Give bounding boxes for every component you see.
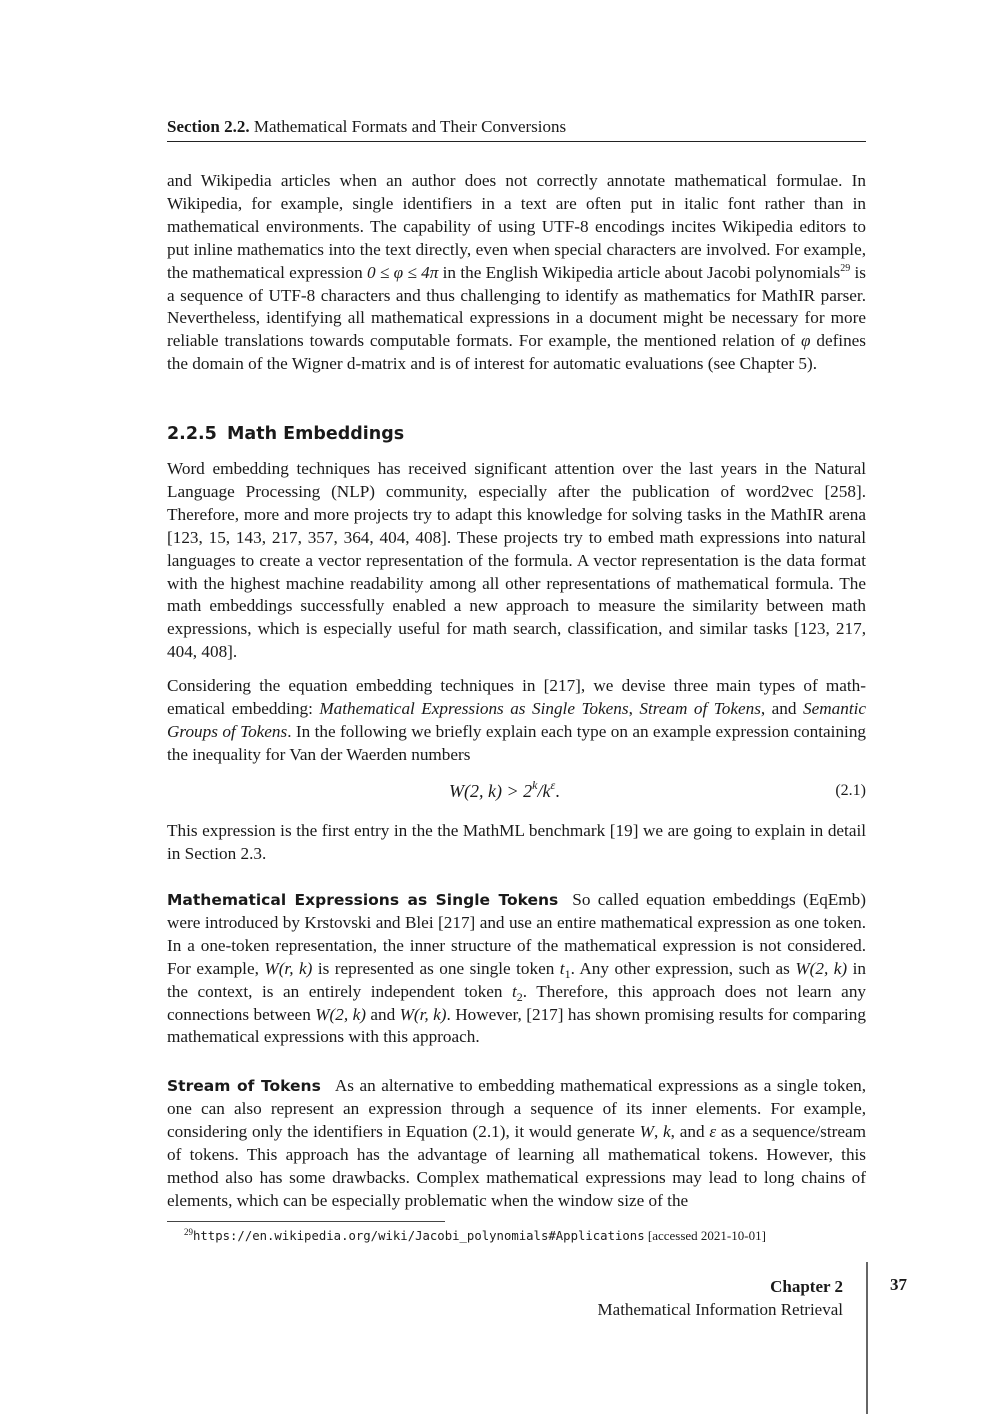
p2-text-4: . In the following we briefly explain each type on an example expression containing the inequality for Van der Waerden numbers (167, 721, 867, 764)
page-number: 37 (890, 1275, 907, 1294)
p2-emph-single-tokens: Mathematical Expressions as Single Tokens (319, 698, 629, 718)
paragraph-heading-single-tokens: Mathematical Expressions as Single Tokens (167, 891, 559, 909)
intro-text-1: and Wikipedia articles when an author does not correctly annotate mathematical formulae. In Wikipedia, for example, single identifiers in a text are often put in italic font rather than in mathematical environments. The capability of using UTF-8 encodings incites Wikipedia editors to put inline mathematics into the text directly, even when special characters are involved. For example, the mathematical expression (167, 171, 866, 282)
p5-math-w: W (639, 1121, 654, 1141)
footnote-rule (167, 1221, 445, 1222)
paragraph-embedding-types (167, 675, 866, 767)
intro-text-4: defines the domain of the Wigner d-matrix and is of interest for automatic evaluations (see Chapter 5). (167, 331, 866, 374)
p5-text-1: As an alternative to embedding mathematical expressions as a single token, one can also represent an expression through a sequence of its inner elements. For example, considering only the identifiers in Equation (2.1), it would generate (167, 1076, 866, 1141)
paragraph-word-embedding: Word embedding techniques has received significant attention over the last years in the Natural Language Processing (NLP) community, especially after the publication of word2vec [258]. Therefore, more and more projects try to adapt this knowledge for solving tasks in the MathIR arena [123, 15, 143, 217, 357, 364, 404, 408]. These projects try to embed math expressions into natural languages to create a vector representation of the formula. A vector representation is the data format with the highest machine readability among all other representations of mathematical formula. The math embeddings successfully enabled a new approach to measure the similarity between math expressions, which is especially useful for math search, classification, and similar tasks [123, 217, 404, 408]. (167, 459, 866, 662)
eq-end: . (555, 781, 560, 801)
p2-text-2: , (628, 698, 640, 718)
equation-body (449, 778, 560, 802)
paragraph-stream-of-tokens (167, 1075, 866, 1212)
p2-emph-stream: Stream of Tokens (639, 698, 761, 718)
p4-token-t1-base: t (559, 958, 565, 978)
p5-text-3: , and (670, 1121, 710, 1141)
section-heading (167, 422, 404, 446)
p4-text-7: . However, [217] has shown promising results for comparing mathematical expressions with this approach. (167, 1004, 866, 1047)
p4-token-t2-base: t (512, 981, 517, 1001)
footnote-number: 29 (184, 1227, 193, 1237)
p5-math-eps: ε (709, 1121, 717, 1141)
p4-text-6: and (365, 1004, 400, 1024)
p4-token-t1-sub: 1 (564, 966, 571, 981)
equation-2-1 (167, 778, 866, 807)
running-header (167, 116, 866, 142)
p4-token-t2 (512, 981, 523, 1004)
footnote-url[interactable]: https://en.wikipedia.org/wiki/Jacobi_polynomials#Applications (193, 1229, 645, 1243)
p4-text-5: . Therefore, this approach does not learn any connections between (167, 981, 867, 1024)
p4-math-wrk-2: W(r, k) (399, 1004, 447, 1024)
p4-token-t2-sub: 2 (516, 989, 523, 1004)
p2-text-3: , and (760, 698, 803, 718)
p5-text-2: , (653, 1121, 664, 1141)
footnote-29 (184, 1227, 766, 1245)
p4-math-w2k-2: W(2, k) (315, 1004, 366, 1024)
intro-math-phi-range: 0 ≤ φ ≤ 4π (366, 262, 439, 282)
section-number: 2.2.5 (167, 424, 217, 444)
p4-text-4: in the context, is an entirely independent token (167, 958, 866, 1001)
p5-math-k: k (663, 1121, 671, 1141)
eq-lhs: W(2, k) > 2 (449, 781, 533, 801)
intro-text-2: in the English Wikipedia article about Jacobi polynomials (438, 262, 841, 282)
footer-chapter-title: Mathematical Information Retrieval (597, 1300, 843, 1319)
header-section-label: Section 2.2. (167, 117, 250, 136)
intro-math-phi: φ (800, 331, 811, 351)
eq-exp-eps: ε (550, 778, 556, 792)
footer-divider (866, 1262, 868, 1414)
paragraph-single-tokens (167, 889, 866, 1049)
intro-text-3: is a sequence of UTF-8 characters and thus challenging to identify as mathematics for MathIR parser. Nevertheless, identifying all mathematical expressions in a document might be necessary for more reliable translations towards computable formats. For example, the mentioned relation of (167, 262, 866, 351)
footnote-ref-29[interactable]: 29 (840, 262, 851, 274)
paragraph-benchmark: This expression is the first entry in the the MathML benchmark [19] we are going to explain in detail in Section 2.3. (167, 821, 866, 863)
header-section-title: Mathematical Formats and Their Conversions (253, 117, 567, 136)
equation-number: (2.1) (835, 782, 866, 799)
p4-text-1: So called equation embeddings (EqEmb) were introduced by Krstovski and Blei [217] and use an entire mathematical expression as one token. In a one-token representation, the inner structure of the mathematical expression is not considered. For example, (167, 890, 866, 978)
intro-paragraph (167, 170, 866, 376)
p4-text-2: is represented as one single token (312, 958, 560, 978)
p4-text-3: . Any other expression, such as (570, 958, 796, 978)
p4-math-w2k: W(2, k) (795, 958, 848, 978)
p4-token-t1 (559, 958, 571, 981)
p2-emph-semantic-groups: Semantic Groups of Tokens (167, 698, 867, 741)
p5-text-4: as a sequence/stream of tokens. This approach has the advantage of learning all mathematical tokens. However, this method also has some drawbacks. Complex mathematical expressions may lead to long chains of elements, which can be especially problematic when the window size of the (167, 1121, 866, 1210)
footer-chapter: Chapter 2 (770, 1277, 843, 1296)
section-title: Math Embeddings (227, 424, 405, 444)
eq-mid: /k (537, 781, 551, 801)
page-footer (598, 1275, 843, 1321)
paragraph-heading-stream: Stream of Tokens (167, 1077, 321, 1095)
eq-exp-k: k (532, 778, 538, 792)
p2-text-1: Considering the equation embedding techniques in [217], we devise three main types of mathematical embedding: (167, 676, 866, 718)
footnote-note: [accessed 2021-10-01] (644, 1228, 766, 1243)
p4-math-wrk: W(r, k) (264, 958, 313, 978)
